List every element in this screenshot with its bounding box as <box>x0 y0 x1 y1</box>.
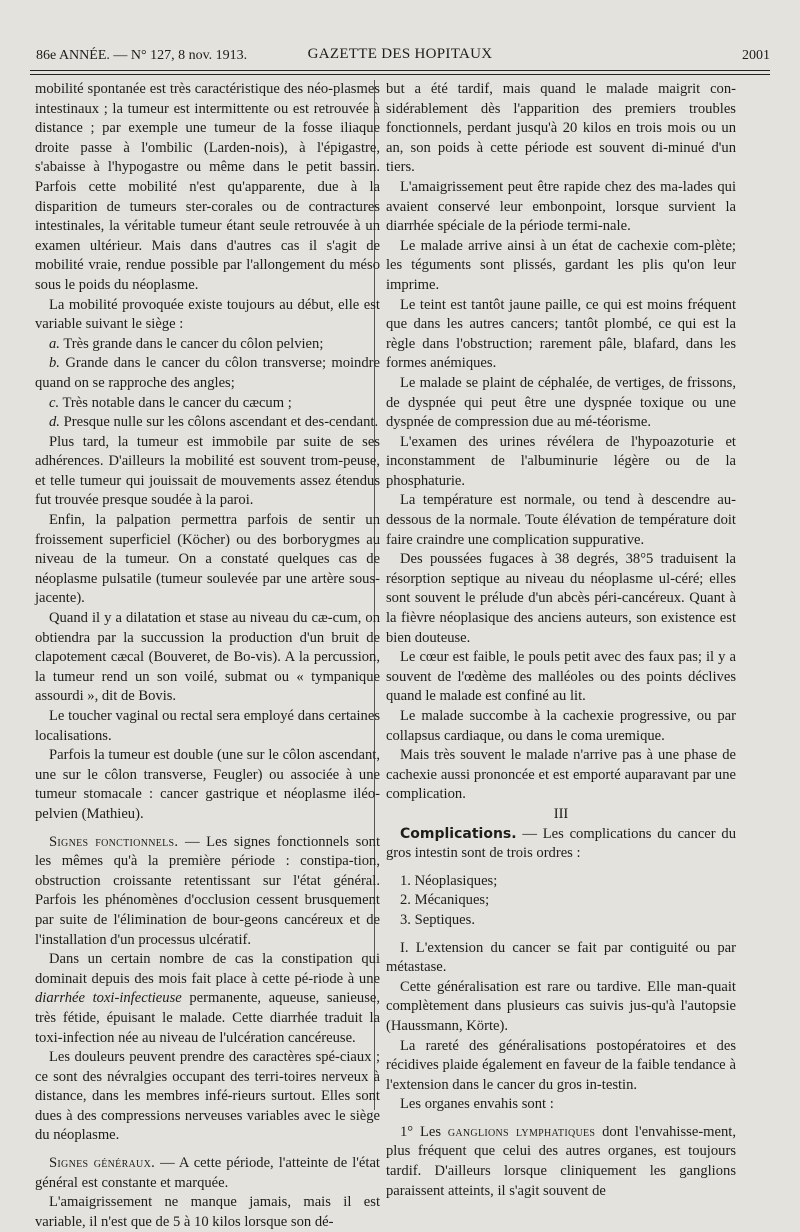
paragraph: Les douleurs peuvent prendre des caractères spé-ciaux ; ce sont des névralgies occupant des terri-toires nerveux à distance, dans les membres infé-rieurs surtout. Elles sont dues à des compressions nerveuses variables avec le siège du néoplasme. <box>35 1049 380 1144</box>
text: Dans un certain nombre de cas la constipation qui dominait depuis des mois fait place à cette pé-riode à une <box>35 951 380 987</box>
paragraph: L'amaigrissement ne manque jamais, mais il est variable, il n'est que de 5 à 10 kilos lorsque son dé- <box>35 1194 380 1230</box>
paragraph: L'examen des urines révélera de l'hypoazoturie et inconstamment de l'albuminurie légère ou de la phosphaturie. <box>386 433 736 489</box>
paragraph <box>35 950 380 1048</box>
page-header <box>30 44 770 66</box>
paragraph: Le toucher vaginal ou rectal sera employé dans certaines localisations. <box>35 708 380 744</box>
left-column <box>35 80 380 1232</box>
section-complications <box>386 825 736 864</box>
paragraph: mobilité spontanée est très caractéristique des néo-plasmes intestinaux ; la tumeur est intermittente ou est retrouvée à distance ; par exemple une tumeur de la fosse iliaque droite passe à l'ombilic (Larden-nois), à l'épigastre, s'abaisse à l'hypogastre ou même dans le petit bassin. Parfois cette mobilité n'est qu'apparente, due à la disparition de tumeurs ster-corales ou de contractures intestinales, la véritable tumeur étant seule retrouvée à un examen ultérieur. Mais dans d'autres cas il s'agit de mobilité vraie, rendue possible par l'allongement du méso sous le poids du néoplasme. <box>35 81 380 293</box>
section-title: Signes généraux. <box>49 1155 156 1172</box>
text: 1° Les <box>400 1123 442 1140</box>
paragraph: Les organes envahis sont : <box>400 1096 554 1113</box>
item-letter: c. <box>49 394 60 411</box>
item-text: Grande dans le cancer du côlon transverse; moindre quand on se rapproche des angles; <box>35 355 380 391</box>
paragraph-text: — Les signes fonctionnels sont les mêmes qu'à la première période : constipa-tion, obstruction croissante retentissant sur l'état général. Parfois les phénomènes d'occlusion cessent brusquement par suite de l'élimination de bour-geons cancéreux et de l'installation d'un processus ulcératif. <box>35 833 380 948</box>
paragraph: Des poussées fugaces à 38 degrés, 38°5 traduisent la résorption septique au niveau du néoplasme ul-céré; elles sont souvent le prélude d'un abcès péri-cancéreux. Quant à la fièvre néoplasique des anciens auteurs, son existence est bien douteuse. <box>386 551 736 646</box>
text: dont l'envahisse-ment, plus fréquent que celui des autres organes, est toujours tardif. D'ailleurs lorsque cliniquement les ganglions paraissent atteints, il s'agit souvent de <box>386 1123 737 1199</box>
small-caps-term: ganglions lymphatiques <box>447 1123 596 1140</box>
paragraph: but a été tardif, mais quand le malade maigrit con-sidérablement dès l'apparition des premiers troubles fonctionnels, perdant jusqu'à 20 kilos en trois mois ou un an, son poids à cette période est souvent di-minué d'un tiers. <box>386 81 736 176</box>
paragraph: L'amaigrissement peut être rapide chez des ma-lades qui avaient conservé leur embonpoint, lorsque survient la diarrhée spéciale de la période termi-nale. <box>386 178 736 235</box>
paragraph: Enfin, la palpation permettra parfois de sentir un froissement superficiel (Köcher) ou des borborygmes au niveau de la tumeur. On a constaté quelques cas de néoplasme pulsatile (tumeur soulevée par une artère sous-jacente). <box>35 512 380 607</box>
section-title: Signes fonctionnels. <box>49 833 179 850</box>
issue-info: 86e ANNÉE. — N° 127, 8 nov. 1913. <box>36 48 248 63</box>
list-item: 3. Septiques. <box>400 911 475 928</box>
item-letter: b. <box>49 355 60 372</box>
header-rule <box>30 70 770 71</box>
journal-title: GAZETTE DES HOPITAUX <box>307 46 493 62</box>
complication-list <box>386 872 736 931</box>
section-signes-fonctionnels <box>35 833 380 951</box>
section-number: III <box>553 805 569 822</box>
list-item: 2. Mécaniques; <box>400 892 490 909</box>
paragraph: Le malade arrive ainsi à un état de cachexie com-plète; les téguments sont plissés, gardant les plis qu'on leur imprime. <box>386 237 736 293</box>
section-title: Complications. <box>400 825 517 842</box>
right-column <box>386 80 736 1201</box>
page-number: 2001 <box>742 48 770 63</box>
item-text: Presque nulle sur les côlons ascendant et des-cendant. <box>63 414 379 431</box>
paragraph-text: — A cette période, l'atteinte de l'état général est constante et marquée. <box>35 1155 380 1191</box>
paragraph: Parfois la tumeur est double (une sur le côlon ascendant, une sur le côlon transverse, Feugler) ou associée à une tumeur stomacale : cancer gastrique et néoplasme iléo-pelvien (Mathieu). <box>35 747 380 822</box>
paragraph: Mais très souvent le malade n'arrive pas à une phase de cachexie aussi prononcée et est emporté auparavant par une complication. <box>386 747 736 803</box>
list-item <box>35 335 380 355</box>
paragraph: La rareté des généralisations postopératoires et des récidives plaide également en faveur de la faible tendance à l'extension dans le cancer du gros in-testin. <box>386 1037 736 1093</box>
paragraph: I. L'extension du cancer se fait par contiguité ou par métastase. <box>386 939 736 976</box>
text: permanente, aqueuse, sanieuse, très fétide, épuisant le malade. Cette diarrhée traduit la toxi-infection née au niveau de l'ulcération cancéreuse. <box>35 990 381 1046</box>
list-item: 1. Néoplasiques; <box>400 872 498 889</box>
paragraph: La température est normale, ou tend à descendre au-dessous de la normale. Toute élévation de température doit faire craindre une complication suppurative. <box>386 492 736 548</box>
paragraph <box>386 1123 736 1201</box>
paragraph: Cette généralisation est rare ou tardive. Elle man-quait complètement dans plusieurs cas suivis jus-qu'à l'autopsie (Haussmann, Körte). <box>386 978 736 1034</box>
item-text: Très grande dans le cancer du côlon pelvien; <box>63 335 324 352</box>
paragraph: Le cœur est faible, le pouls petit avec des faux pas; il y a souvent de l'œdème des malléoles ou des points déclives quand le malade est confiné au lit. <box>386 649 736 705</box>
paragraph: Le teint est tantôt jaune paille, ce qui est moins fréquent que dans les autres cancers; tantôt plombé, ce qui est la règle dans l'obstruction; rarement pâle, blafard, dans les formes anémiques. <box>386 296 736 372</box>
paragraph-text: — Les complications du cancer du gros intestin sont de trois ordres : <box>386 825 737 862</box>
item-text: Très notable dans le cancer du cæcum ; <box>62 394 292 411</box>
item-letter: a. <box>49 335 60 352</box>
list-item <box>35 413 380 433</box>
item-letter: d. <box>49 414 60 431</box>
paragraph: Plus tard, la tumeur est immobile par suite de ses adhérences. D'ailleurs la mobilité est souvent trom-peuse, et telle tumeur qui jouissait de mouvements assez étendus fut trouvée presque soudée à la paroi. <box>35 433 380 509</box>
list-item <box>35 354 380 393</box>
section-signes-generaux <box>35 1154 380 1193</box>
paragraph: Le malade succombe à la cachexie progressive, ou par collapsus cardiaque, ou dans le coma uremique. <box>386 708 736 744</box>
paragraph: Le malade se plaint de céphalée, de vertiges, de frissons, de dyspnée qui peut être une dyspnée toxique ou une dyspnée de compression due au mé-téorisme. <box>386 374 736 431</box>
paragraph: Quand il y a dilatation et stase au niveau du cæ-cum, on obtiendra par la succussion la production d'un bruit de clapotement cæcal (Bouveret, de Bo-vis). A la percussion, la tumeur rend un son voilé, submat ou « tympanique assourdi », dit de Bovis. <box>35 610 380 705</box>
paragraph: La mobilité provoquée existe toujours au début, elle est variable suivant le siège : <box>35 296 380 333</box>
emphasis: diarrhée toxi-infectieuse <box>35 990 182 1007</box>
header-rule-double <box>30 74 770 75</box>
list-item <box>35 394 380 414</box>
